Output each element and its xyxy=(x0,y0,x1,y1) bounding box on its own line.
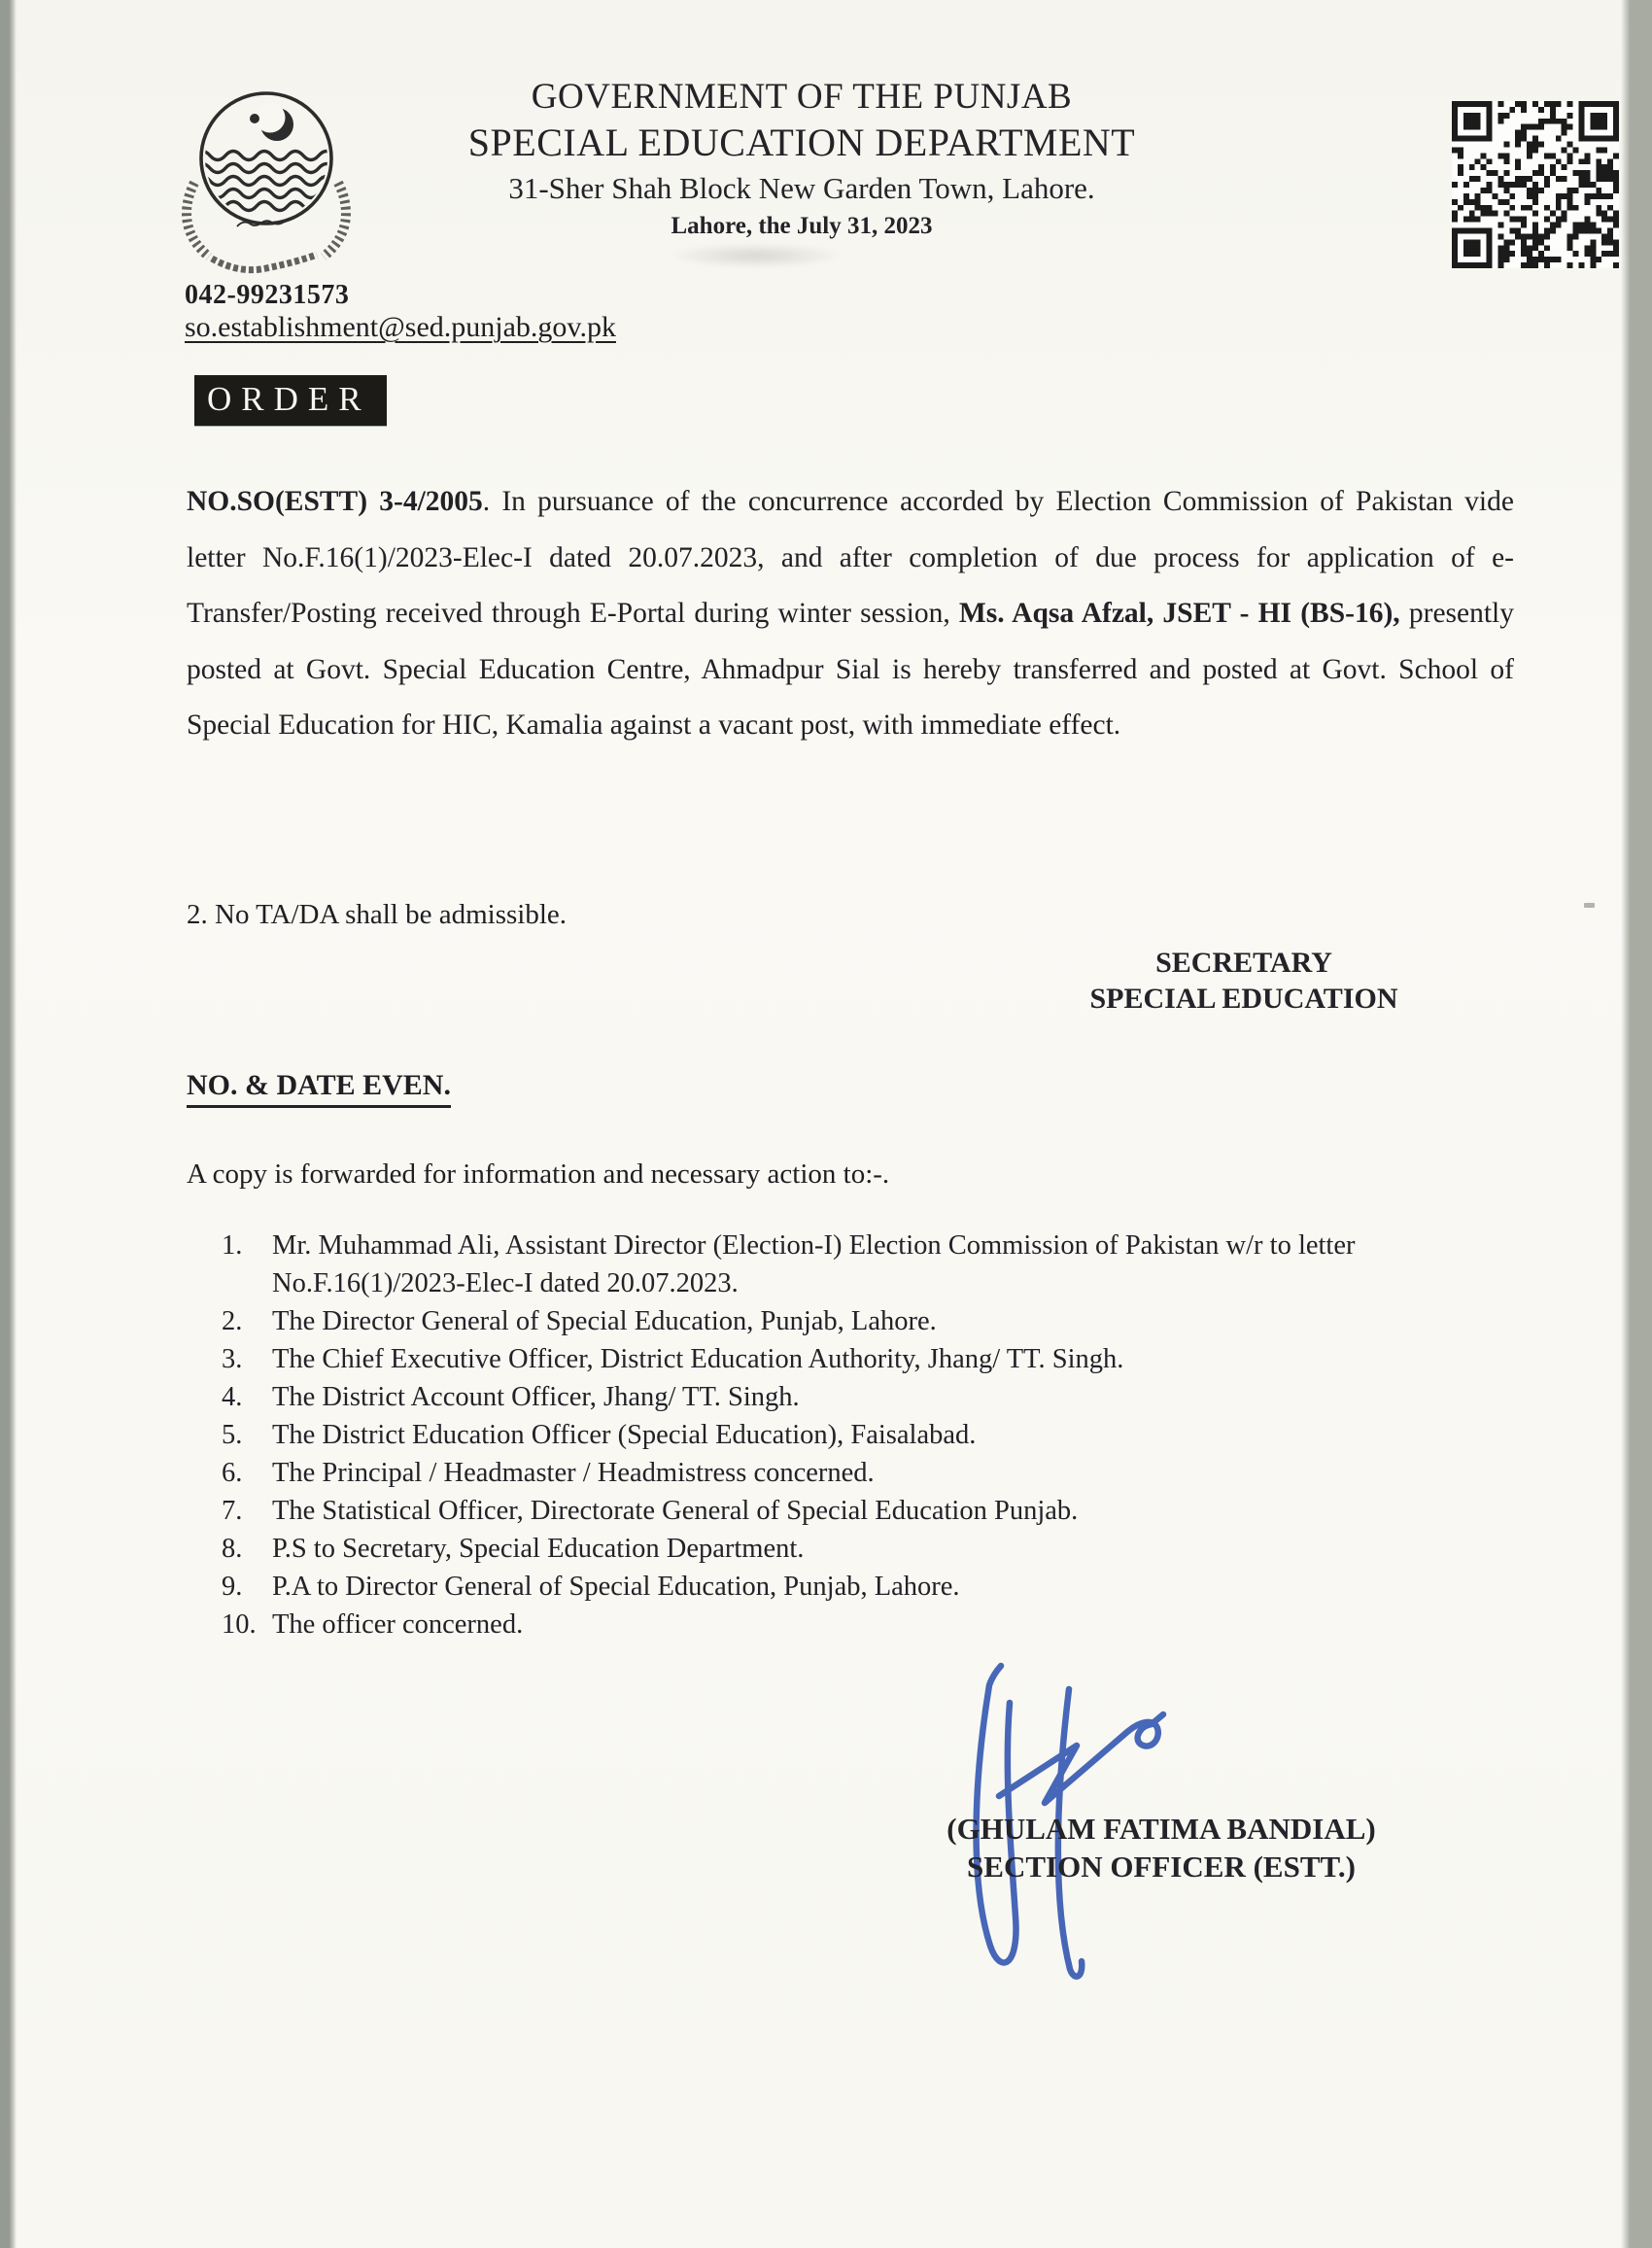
order-heading: ORDER xyxy=(194,375,387,426)
recipient-text: The Chief Executive Officer, District Education Authority, Jhang/ TT. Singh. xyxy=(272,1344,1124,1374)
recipient-number: 6. xyxy=(222,1458,243,1488)
recipient-row xyxy=(222,1606,1506,1643)
order-body-text-2: presently posted at Govt. Special Education Centre, Ahmadpur Sial is hereby transferred and posted at Govt. School of Special Education for HIC, Kamalia against a vacant post, with immediate effect. xyxy=(187,598,1514,741)
recipient-number: 2. xyxy=(222,1306,243,1336)
recipient-row xyxy=(222,1227,1506,1302)
recipient-row xyxy=(222,1340,1506,1378)
recipient-text: The Director General of Special Education, Punjab, Lahore. xyxy=(272,1306,937,1336)
clause-no-tada: 2. No TA/DA shall be admissible. xyxy=(187,899,568,930)
forwarding-intro: A copy is forwarded for information and necessary action to:-. xyxy=(187,1159,890,1190)
recipient-text: P.S to Secretary, Special Education Department. xyxy=(272,1534,805,1564)
authority-signoff xyxy=(1059,945,1428,1017)
recipient-text: The District Education Officer (Special Education), Faisalabad. xyxy=(272,1420,977,1450)
recipient-number: 7. xyxy=(222,1496,243,1526)
email-address: so.establishment@sed.punjab.gov.pk xyxy=(185,311,616,343)
dateline: Lahore, the July 31, 2023 xyxy=(671,213,933,239)
recipient-text: P.A to Director General of Special Education, Punjab, Lahore. xyxy=(272,1572,960,1602)
recipient-row xyxy=(222,1302,1506,1340)
recipient-row xyxy=(222,1530,1506,1568)
department-title-line2: SPECIAL EDUCATION DEPARTMENT xyxy=(467,121,1136,164)
department-address: 31-Sher Shah Block New Garden Town, Lahore. xyxy=(508,171,1095,205)
recipient-number: 3. xyxy=(222,1344,243,1374)
recipient-number: 9. xyxy=(222,1572,243,1602)
scan-edge-right xyxy=(1621,0,1652,2248)
recipient-text: The officer concerned. xyxy=(272,1609,524,1640)
authority-line2: SPECIAL EDUCATION xyxy=(1089,983,1398,1015)
recipient-number: 4. xyxy=(222,1382,243,1412)
phone-number: 042-99231573 xyxy=(185,280,350,310)
signatory-title: SECTION OFFICER (ESTT.) xyxy=(967,1850,1356,1884)
recipient-row xyxy=(222,1378,1506,1416)
signatory-block xyxy=(933,1810,1390,1885)
recipient-row xyxy=(222,1492,1506,1530)
recipient-number: 8. xyxy=(222,1534,243,1564)
recipient-text: The Principal / Headmaster / Headmistress concerned. xyxy=(272,1458,875,1488)
scan-speck xyxy=(1584,903,1595,908)
recipient-text: Mr. Muhammad Ali, Assistant Director (Election-I) Election Commission of Pakistan w/r to letter No.F.16(1)/2023-Elec-I dated 20.07.2023. xyxy=(272,1230,1356,1298)
order-body-text-1: . In pursuance of the concurrence accorded by Election Commission of Pakistan vide letter No.F.16(1)/2023-Elec-I dated 20.07.2023, and after completion of due process for application of e-Transfer/Posting received through E-Portal during winter session, xyxy=(187,486,1514,629)
letterhead xyxy=(316,76,1288,243)
recipient-number: 5. xyxy=(222,1420,243,1450)
department-title-line1: GOVERNMENT OF THE PUNJAB xyxy=(531,77,1073,117)
qr-code xyxy=(1452,101,1619,268)
recipient-text: The Statistical Officer, Directorate General of Special Education Punjab. xyxy=(272,1496,1079,1526)
authority-line1: SECRETARY xyxy=(1155,947,1332,979)
reference-heading: NO. & DATE EVEN. xyxy=(187,1069,451,1108)
recipients-list xyxy=(222,1227,1506,1643)
scan-edge-left xyxy=(0,0,17,2248)
recipient-row xyxy=(222,1416,1506,1454)
order-reference-number: NO.SO(ESTT) 3-4/2005 xyxy=(187,486,483,517)
bleedthrough-smudge xyxy=(669,243,843,268)
order-body-paragraph xyxy=(187,474,1514,754)
recipient-text: The District Account Officer, Jhang/ TT. Singh. xyxy=(272,1382,800,1412)
signatory-name: (GHULAM FATIMA BANDIAL) xyxy=(946,1812,1376,1846)
officer-name-bold: Ms. Aqsa Afzal, JSET - HI (BS-16), xyxy=(958,598,1400,629)
recipient-row xyxy=(222,1568,1506,1606)
recipient-number: 1. xyxy=(222,1230,243,1261)
recipient-number: 10. xyxy=(222,1609,257,1640)
recipient-row xyxy=(222,1454,1506,1492)
